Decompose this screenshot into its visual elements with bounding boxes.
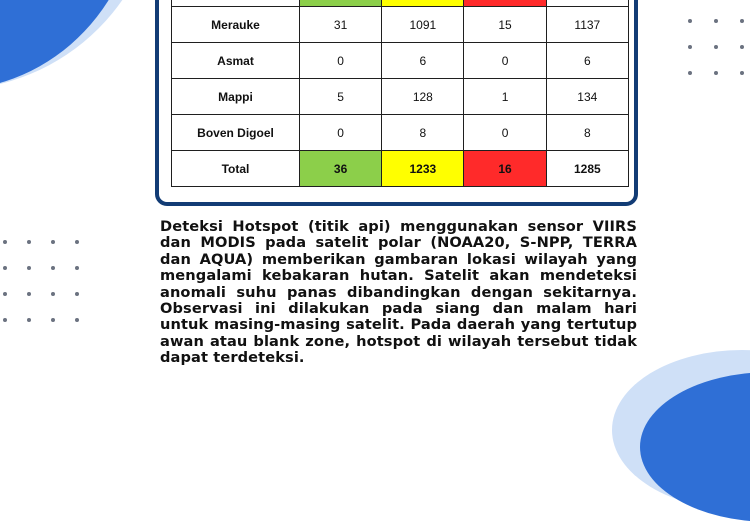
table-cell: 1233 bbox=[382, 151, 464, 187]
table-cell: 8 bbox=[546, 115, 628, 151]
table-cell: 6 bbox=[382, 43, 464, 79]
decor-dot-grid-right bbox=[688, 19, 744, 75]
table-cell: 0 bbox=[464, 43, 546, 79]
table-cell: 16 bbox=[464, 151, 546, 187]
table-row-total bbox=[172, 151, 629, 187]
table-cell-name: Total bbox=[172, 151, 300, 187]
table-row bbox=[172, 43, 629, 79]
table-cell-name: Merauke bbox=[172, 7, 300, 43]
table-row bbox=[172, 7, 629, 43]
table-cell: 1091 bbox=[382, 7, 464, 43]
table-cell: 1 bbox=[464, 79, 546, 115]
table-cell: 36 bbox=[300, 151, 382, 187]
description-paragraph: Deteksi Hotspot (titik api) menggunakan sensor VIIRS dan MODIS pada satelit polar (NOAA20, S-NPP, TERRA dan AQUA) memberikan gambaran lokasi wilayah yang mengalami kebakaran hutan. Satelit akan mendeteksi anomali suhu panas dibandingkan dengan sekitarnya. Observasi ini dilakukan pada siang dan malam hari untuk masing-masing satelit. Pada daerah yang tertutup awan atau blank zone, hotspot di wilayah tersebut tidak dapat terdeteksi. bbox=[160, 218, 637, 367]
table-cell: 1137 bbox=[546, 7, 628, 43]
table-row bbox=[172, 115, 629, 151]
table-cell: 6 bbox=[546, 43, 628, 79]
table-cell: 1285 bbox=[546, 151, 628, 187]
table-cell: 0 bbox=[464, 115, 546, 151]
table-cell: 15 bbox=[464, 7, 546, 43]
decor-dot-grid-left bbox=[3, 240, 79, 322]
table-cell: 8 bbox=[382, 115, 464, 151]
table-cell-name: Mappi bbox=[172, 79, 300, 115]
table-cell: 128 bbox=[382, 79, 464, 115]
table-cell-name: Boven Digoel bbox=[172, 115, 300, 151]
table-cell: 0 bbox=[300, 43, 382, 79]
hotspot-table bbox=[171, 0, 629, 187]
table-row bbox=[172, 79, 629, 115]
table-cell: 0 bbox=[300, 115, 382, 151]
table-cell: 5 bbox=[300, 79, 382, 115]
table-cell: 31 bbox=[300, 7, 382, 43]
table-cell: 134 bbox=[546, 79, 628, 115]
hotspot-table-card bbox=[155, 0, 638, 206]
table-cell-name: Asmat bbox=[172, 43, 300, 79]
